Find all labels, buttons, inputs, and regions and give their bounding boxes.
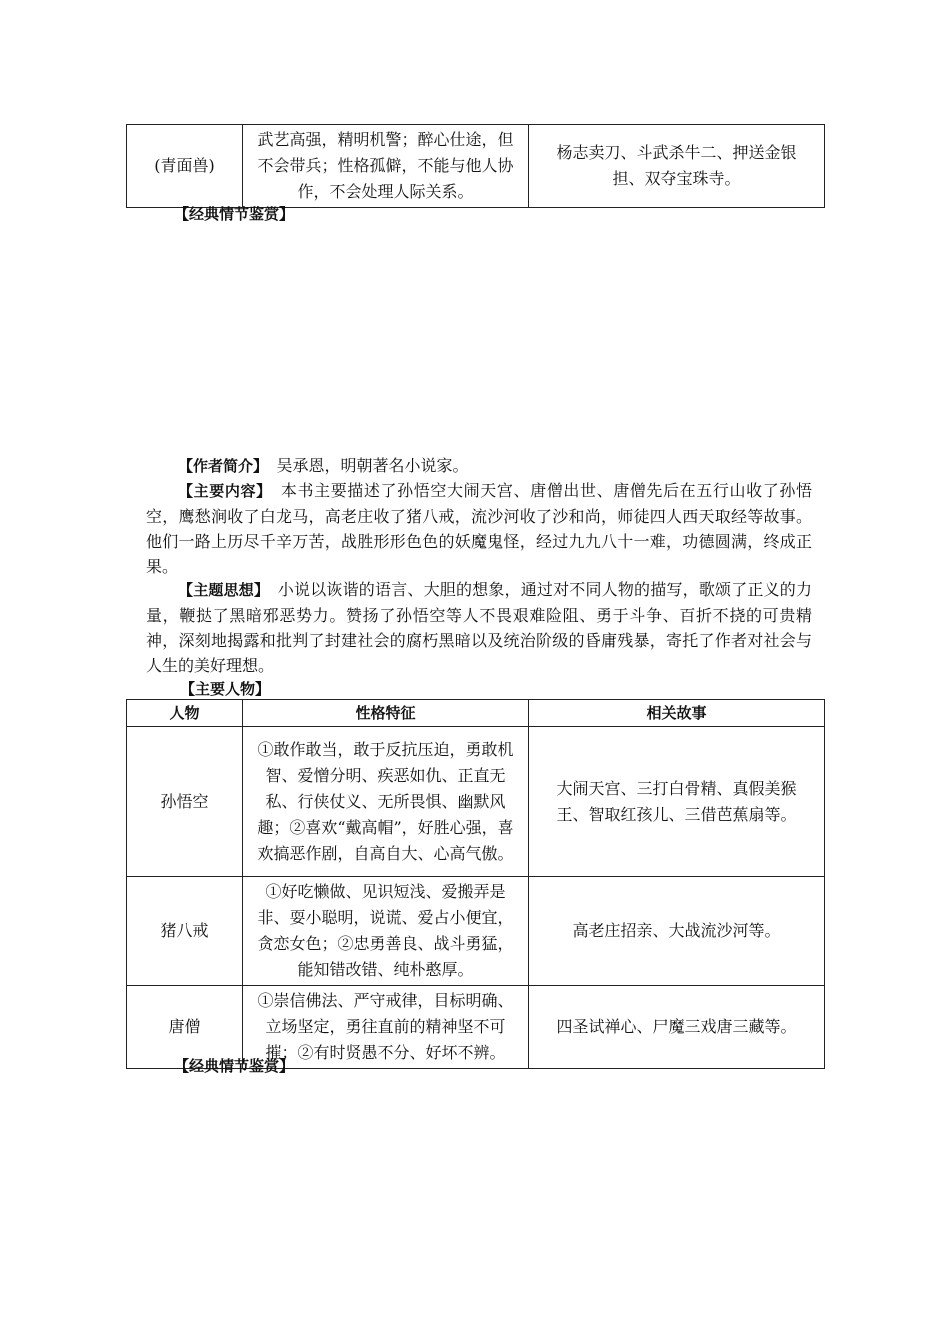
content-text: 本书主要描述了孙悟空大闹天宫、唐僧出世、唐僧先后在五行山收了孙悟空，鹰愁涧收了白龙马，高老庄收了猪八戒，流沙河收了沙和尚，师徒四人西天取经等故事。他们一路上历尽千辛万苦，战胜形形色色的妖魔鬼怪，经过九九八十一难，功德圆满，终成正果。 [146, 481, 812, 576]
character-stories: 高老庄招亲、大战流沙河等。 [529, 877, 825, 986]
section-heading-classic-1: 【经典情节鉴赏】 [174, 205, 295, 223]
character-name: 唐僧 [127, 986, 243, 1069]
section-heading-classic-2: 【经典情节鉴赏】 [174, 1057, 295, 1075]
character-stories: 大闹天宫、三打白骨精、真假美猴王、智取红孩儿、三借芭蕉扇等。 [529, 727, 825, 877]
character-traits: ①崇信佛法、严守戒律，目标明确、立场坚定，勇往直前的精神坚不可摧；②有时贤愚不分、好坏不辨。 [243, 986, 529, 1069]
author-paragraph [146, 453, 812, 479]
top-table [126, 124, 825, 208]
column-header: 相关故事 [529, 700, 825, 727]
table-row [127, 727, 825, 877]
column-header: 人物 [127, 700, 243, 727]
theme-tag: 【主题思想】 [178, 581, 262, 599]
character-name: 孙悟空 [127, 727, 243, 877]
table-header-row [127, 700, 825, 727]
author-tag: 【作者简介】 [178, 457, 261, 475]
theme-paragraph [146, 577, 812, 678]
characters-table [126, 699, 825, 1069]
table-row [127, 877, 825, 986]
content-paragraph [146, 478, 812, 579]
character-name: (青面兽) [127, 125, 243, 208]
section-heading-characters: 【主要人物】 [180, 680, 271, 698]
table-row [127, 125, 825, 208]
character-stories: 杨志卖刀、斗武杀牛二、押送金银担、双夺宝珠寺。 [529, 125, 825, 208]
character-stories: 四圣试禅心、尸魔三戏唐三藏等。 [529, 986, 825, 1069]
character-traits: ①好吃懒做、见识短浅、爱搬弄是非、耍小聪明，说谎、爱占小便宜，贪恋女色；②忠勇善良、战斗勇猛，能知错改错、纯朴憨厚。 [243, 877, 529, 986]
theme-text: 小说以诙谐的语言、大胆的想象，通过对不同人物的描写，歌颂了正义的力量，鞭挞了黑暗邪恶势力。赞扬了孙悟空等人不畏艰难险阻、勇于斗争、百折不挠的可贵精神，深刻地揭露和批判了封建社会的腐朽黑暗以及统治阶级的昏庸残暴，寄托了作者对社会与人生的美好理想。 [146, 580, 812, 675]
author-text: 吴承恩，明朝著名小说家。 [260, 456, 469, 475]
character-traits: ①敢作敢当，敢于反抗压迫，勇敢机智、爱憎分明、疾恶如仇、正直无私、行侠仗义、无所畏惧、幽默风趣；②喜欢“戴高帽”，好胜心强，喜欢搞恶作剧，自高自大、心高气傲。 [243, 727, 529, 877]
content-tag: 【主要内容】 [178, 482, 265, 500]
character-traits: 武艺高强，精明机警；醉心仕途，但不会带兵；性格孤僻，不能与他人协作，不会处理人际关系。 [243, 125, 529, 208]
character-name: 猪八戒 [127, 877, 243, 986]
column-header: 性格特征 [243, 700, 529, 727]
